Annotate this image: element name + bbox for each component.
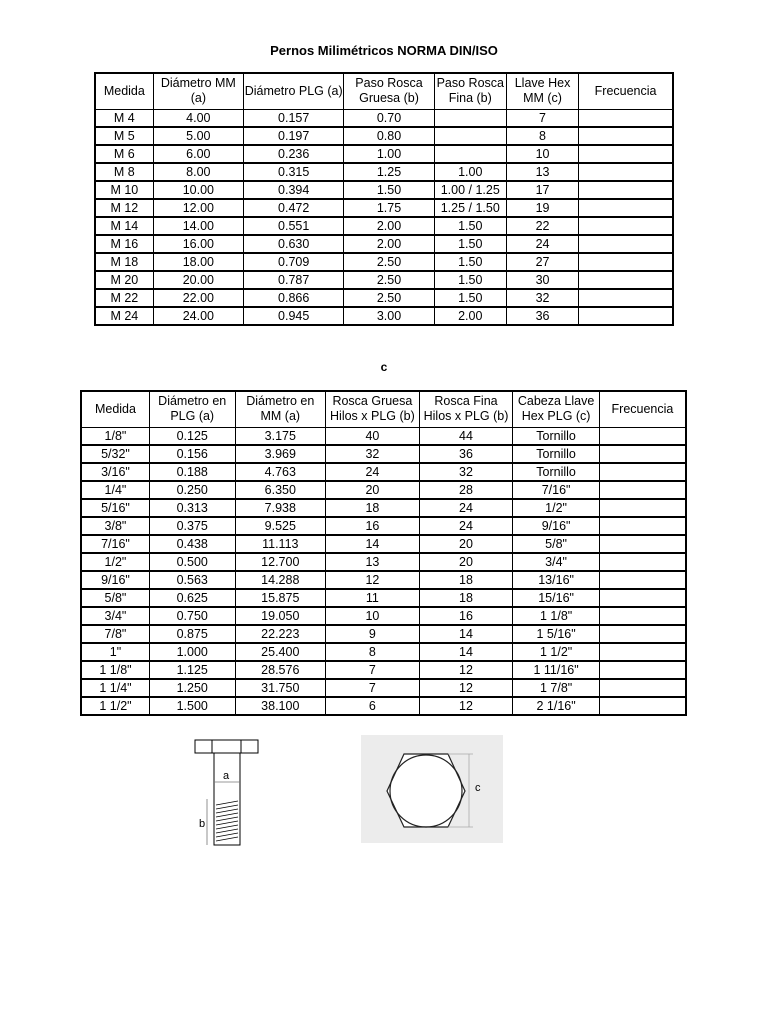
table-cell: 19.050 <box>235 607 326 625</box>
table-row <box>81 481 686 499</box>
table-cell: 1.50 <box>434 289 506 307</box>
table-cell: 14.288 <box>235 571 326 589</box>
table-cell <box>599 697 686 715</box>
table-cell <box>579 145 673 163</box>
table-cell: 22.223 <box>235 625 326 643</box>
column-header: Medida <box>95 73 153 109</box>
size-cell: 1" <box>81 643 149 661</box>
column-header: Diámetro en MM (a) <box>235 391 326 427</box>
table-cell: 18 <box>419 589 513 607</box>
size-cell: 7/8" <box>81 625 149 643</box>
size-cell: M 20 <box>95 271 153 289</box>
size-cell: M 24 <box>95 307 153 325</box>
table-cell: 0.197 <box>244 127 344 145</box>
size-cell: 3/4" <box>81 607 149 625</box>
table-cell: 2 1/16" <box>513 697 600 715</box>
section-label: c <box>380 360 388 374</box>
inch-bolts-table <box>80 390 687 716</box>
column-header: Cabeza Llave Hex PLG (c) <box>513 391 600 427</box>
column-header: Paso Rosca Fina (b) <box>434 73 506 109</box>
table-cell: Tornillo <box>513 445 600 463</box>
table-cell <box>579 253 673 271</box>
table-cell: 8 <box>326 643 420 661</box>
table-cell: 9.525 <box>235 517 326 535</box>
table-cell: 18.00 <box>153 253 243 271</box>
table-cell <box>579 109 673 127</box>
size-cell: M 12 <box>95 199 153 217</box>
table-cell: 12.00 <box>153 199 243 217</box>
table-cell: 0.80 <box>344 127 434 145</box>
table-cell: 1.000 <box>149 643 235 661</box>
table-cell: 3.175 <box>235 427 326 445</box>
dimension-c-label: c <box>475 782 481 794</box>
table-row <box>95 217 673 235</box>
table-cell: 30 <box>506 271 578 289</box>
table-cell <box>579 217 673 235</box>
size-cell: M 6 <box>95 145 153 163</box>
table-cell: 36 <box>419 445 513 463</box>
table-row <box>81 679 686 697</box>
table-cell: 19 <box>506 199 578 217</box>
table-cell: 1/2" <box>513 499 600 517</box>
table-row <box>95 307 673 325</box>
table-row <box>81 427 686 445</box>
table-cell: 0.563 <box>149 571 235 589</box>
table-cell: 2.50 <box>344 271 434 289</box>
table-cell: 1.50 <box>434 235 506 253</box>
table-cell: 1.500 <box>149 697 235 715</box>
table-cell <box>599 679 686 697</box>
table-cell: 1 1/8" <box>513 607 600 625</box>
table-cell: Tornillo <box>513 463 600 481</box>
table-cell: 24 <box>419 499 513 517</box>
table-row <box>81 625 686 643</box>
table-cell: 20 <box>326 481 420 499</box>
table-cell: 0.866 <box>244 289 344 307</box>
table-cell: 9/16" <box>513 517 600 535</box>
hex-head-diagram <box>361 735 503 843</box>
table-cell: 11.113 <box>235 535 326 553</box>
table-cell: 18 <box>326 499 420 517</box>
column-header: Medida <box>81 391 149 427</box>
table-cell: 0.875 <box>149 625 235 643</box>
table-cell: 10 <box>506 145 578 163</box>
column-header: Diámetro MM (a) <box>153 73 243 109</box>
table-row <box>81 643 686 661</box>
document-title: Pernos Milimétricos NORMA DIN/ISO <box>270 43 498 58</box>
table-cell: 32 <box>419 463 513 481</box>
table-cell: 7 <box>506 109 578 127</box>
table-cell: 1.250 <box>149 679 235 697</box>
table-cell <box>579 199 673 217</box>
size-cell: M 18 <box>95 253 153 271</box>
table-cell: 0.787 <box>244 271 344 289</box>
table-cell <box>579 307 673 325</box>
table-cell: 24.00 <box>153 307 243 325</box>
table-cell: 0.236 <box>244 145 344 163</box>
table-cell: 4.00 <box>153 109 243 127</box>
table-cell: 3/4" <box>513 553 600 571</box>
size-cell: M 22 <box>95 289 153 307</box>
table-cell: 6.350 <box>235 481 326 499</box>
table-cell: 22.00 <box>153 289 243 307</box>
table-cell <box>579 289 673 307</box>
table-cell <box>599 445 686 463</box>
table-cell: 2.00 <box>344 217 434 235</box>
table-cell: 6.00 <box>153 145 243 163</box>
table-header-row <box>95 73 673 109</box>
table-cell: 0.709 <box>244 253 344 271</box>
table-cell: 1 7/8" <box>513 679 600 697</box>
table-cell: 10 <box>326 607 420 625</box>
table-cell: 1.00 / 1.25 <box>434 181 506 199</box>
table-cell: 24 <box>506 235 578 253</box>
size-cell: M 8 <box>95 163 153 181</box>
table-row <box>95 253 673 271</box>
table-cell <box>599 625 686 643</box>
table-cell: 3.00 <box>344 307 434 325</box>
size-cell: M 5 <box>95 127 153 145</box>
metric-bolts-table <box>94 72 674 326</box>
size-cell: 5/8" <box>81 589 149 607</box>
table-cell: 24 <box>419 517 513 535</box>
dimension-b-label: b <box>199 818 206 830</box>
table-cell: Tornillo <box>513 427 600 445</box>
table-cell: 25.400 <box>235 643 326 661</box>
table-cell: 0.313 <box>149 499 235 517</box>
table-cell: 0.250 <box>149 481 235 499</box>
table-row <box>81 697 686 715</box>
table-cell: 0.630 <box>244 235 344 253</box>
table-cell <box>599 499 686 517</box>
table-cell: 13 <box>326 553 420 571</box>
size-cell: 1/4" <box>81 481 149 499</box>
table-cell <box>599 571 686 589</box>
size-cell: 5/32" <box>81 445 149 463</box>
table-cell: 9 <box>326 625 420 643</box>
table-cell: 38.100 <box>235 697 326 715</box>
table-cell: 4.763 <box>235 463 326 481</box>
table-cell <box>579 181 673 199</box>
table-cell: 40 <box>326 427 420 445</box>
table-cell: 2.00 <box>344 235 434 253</box>
table-cell: 0.125 <box>149 427 235 445</box>
table-cell: 1.50 <box>434 253 506 271</box>
dimension-a-label: a <box>223 770 230 782</box>
table-cell: 14 <box>326 535 420 553</box>
table-cell: 0.394 <box>244 181 344 199</box>
table-cell: 0.156 <box>149 445 235 463</box>
table-cell: 28.576 <box>235 661 326 679</box>
table-cell <box>599 427 686 445</box>
table-cell: 1 11/16" <box>513 661 600 679</box>
table-cell: 44 <box>419 427 513 445</box>
table-cell: 32 <box>506 289 578 307</box>
table-cell: 0.188 <box>149 463 235 481</box>
table-cell: 7 <box>326 661 420 679</box>
table-cell: 0.625 <box>149 589 235 607</box>
size-cell: M 4 <box>95 109 153 127</box>
table-cell: 12.700 <box>235 553 326 571</box>
table-row <box>81 535 686 553</box>
size-cell: 3/8" <box>81 517 149 535</box>
table-cell: 11 <box>326 589 420 607</box>
table-cell: 1.50 <box>434 217 506 235</box>
table-row <box>95 163 673 181</box>
table-cell: 32 <box>326 445 420 463</box>
table-cell: 24 <box>326 463 420 481</box>
size-cell: M 16 <box>95 235 153 253</box>
table-header-row <box>81 391 686 427</box>
size-cell: 1 1/8" <box>81 661 149 679</box>
column-header: Rosca Gruesa Hilos x PLG (b) <box>326 391 420 427</box>
size-cell: 1/8" <box>81 427 149 445</box>
table-cell <box>579 163 673 181</box>
table-row <box>95 181 673 199</box>
table-cell: 31.750 <box>235 679 326 697</box>
table-cell: 7/16" <box>513 481 600 499</box>
table-cell: 0.438 <box>149 535 235 553</box>
column-header: Frecuencia <box>579 73 673 109</box>
table-cell: 0.945 <box>244 307 344 325</box>
table-cell: 36 <box>506 307 578 325</box>
table-cell: 15.875 <box>235 589 326 607</box>
table-cell: 2.50 <box>344 253 434 271</box>
table-row <box>95 289 673 307</box>
table-cell: 16 <box>419 607 513 625</box>
table-cell: 14 <box>419 625 513 643</box>
table-cell: 1 5/16" <box>513 625 600 643</box>
column-header: Llave Hex MM (c) <box>506 73 578 109</box>
table-cell <box>599 553 686 571</box>
table-row <box>81 445 686 463</box>
table-cell: 10.00 <box>153 181 243 199</box>
table-cell: 8 <box>506 127 578 145</box>
table-cell <box>599 643 686 661</box>
table-cell <box>434 145 506 163</box>
table-cell: 13/16" <box>513 571 600 589</box>
table-cell: 13 <box>506 163 578 181</box>
size-cell: M 14 <box>95 217 153 235</box>
size-cell: 5/16" <box>81 499 149 517</box>
table-cell: 16.00 <box>153 235 243 253</box>
table-cell <box>579 127 673 145</box>
size-cell: 1 1/4" <box>81 679 149 697</box>
column-header: Rosca Fina Hilos x PLG (b) <box>419 391 513 427</box>
table-row <box>95 127 673 145</box>
table-cell: 16 <box>326 517 420 535</box>
table-row <box>95 109 673 127</box>
table-cell: 0.551 <box>244 217 344 235</box>
column-header: Paso Rosca Gruesa (b) <box>344 73 434 109</box>
table-cell: 27 <box>506 253 578 271</box>
table-cell <box>579 271 673 289</box>
table-cell: 3.969 <box>235 445 326 463</box>
table-cell: 2.00 <box>434 307 506 325</box>
table-cell: 1.75 <box>344 199 434 217</box>
table-cell <box>599 481 686 499</box>
table-cell: 0.157 <box>244 109 344 127</box>
table-cell: 14.00 <box>153 217 243 235</box>
table-row <box>95 199 673 217</box>
table-cell: 0.500 <box>149 553 235 571</box>
hexagon-shape <box>387 754 465 827</box>
table-cell <box>434 109 506 127</box>
table-cell: 7.938 <box>235 499 326 517</box>
table-cell: 6 <box>326 697 420 715</box>
table-cell: 22 <box>506 217 578 235</box>
table-cell: 1.50 <box>344 181 434 199</box>
table-cell: 2.50 <box>344 289 434 307</box>
table-cell: 20.00 <box>153 271 243 289</box>
column-header: Diámetro en PLG (a) <box>149 391 235 427</box>
table-cell: 1.00 <box>344 145 434 163</box>
table-row <box>81 571 686 589</box>
size-cell: 3/16" <box>81 463 149 481</box>
table-row <box>81 499 686 517</box>
table-cell: 8.00 <box>153 163 243 181</box>
table-cell <box>599 463 686 481</box>
bolt-diagram <box>185 735 275 850</box>
table-cell: 20 <box>419 535 513 553</box>
table-cell: 14 <box>419 643 513 661</box>
table-cell: 17 <box>506 181 578 199</box>
table-cell: 1 1/2" <box>513 643 600 661</box>
table-row <box>81 589 686 607</box>
table-cell: 5.00 <box>153 127 243 145</box>
table-cell: 12 <box>419 679 513 697</box>
size-cell: 9/16" <box>81 571 149 589</box>
table-cell <box>599 589 686 607</box>
table-cell: 0.315 <box>244 163 344 181</box>
column-header: Diámetro PLG (a) <box>244 73 344 109</box>
table-cell: 12 <box>419 661 513 679</box>
table-cell: 18 <box>419 571 513 589</box>
table-cell: 1.25 <box>344 163 434 181</box>
size-cell: M 10 <box>95 181 153 199</box>
table-cell: 1.50 <box>434 271 506 289</box>
table-cell: 1.25 / 1.50 <box>434 199 506 217</box>
table-cell: 12 <box>326 571 420 589</box>
table-cell: 0.750 <box>149 607 235 625</box>
table-cell: 7 <box>326 679 420 697</box>
table-cell: 0.375 <box>149 517 235 535</box>
table-cell: 15/16" <box>513 589 600 607</box>
table-cell <box>599 517 686 535</box>
size-cell: 1/2" <box>81 553 149 571</box>
table-cell <box>579 235 673 253</box>
table-cell <box>599 535 686 553</box>
bolt-head <box>195 740 258 753</box>
table-row <box>81 463 686 481</box>
size-cell: 7/16" <box>81 535 149 553</box>
table-row <box>81 661 686 679</box>
table-row <box>95 145 673 163</box>
table-row <box>81 553 686 571</box>
table-cell: 0.472 <box>244 199 344 217</box>
table-cell: 1.125 <box>149 661 235 679</box>
table-row <box>81 517 686 535</box>
table-cell: 1.00 <box>434 163 506 181</box>
size-cell: 1 1/2" <box>81 697 149 715</box>
table-cell: 12 <box>419 697 513 715</box>
table-cell <box>434 127 506 145</box>
table-row <box>95 271 673 289</box>
table-cell: 5/8" <box>513 535 600 553</box>
table-cell: 0.70 <box>344 109 434 127</box>
table-row <box>81 607 686 625</box>
table-row <box>95 235 673 253</box>
table-cell: 20 <box>419 553 513 571</box>
table-cell <box>599 607 686 625</box>
table-cell <box>599 661 686 679</box>
column-header: Frecuencia <box>599 391 686 427</box>
table-cell: 28 <box>419 481 513 499</box>
